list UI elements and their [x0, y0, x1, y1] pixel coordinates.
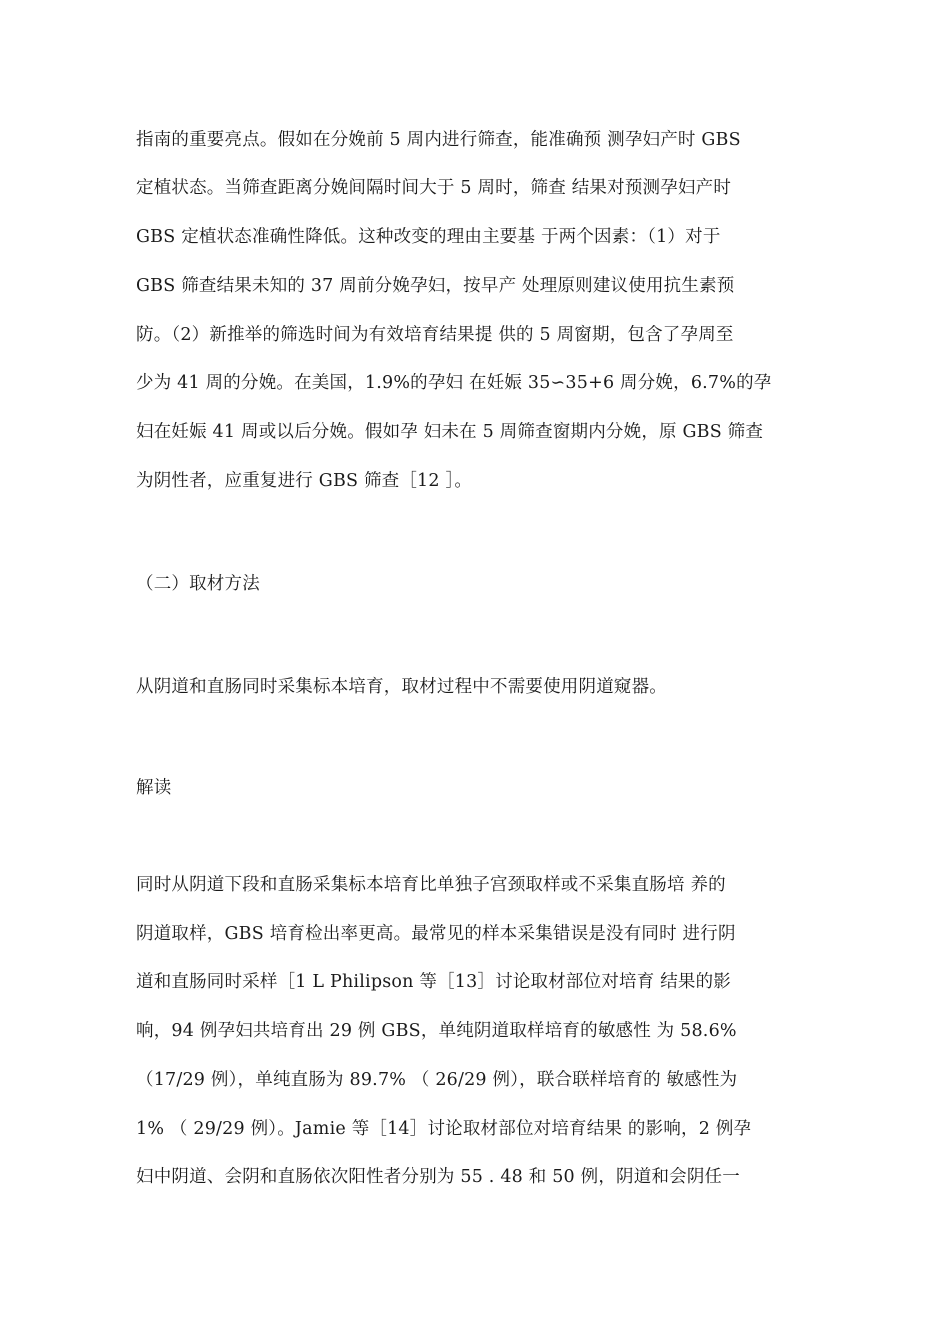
paragraph-1-line-7: 妇在妊娠 41 周或以后分娩。假如孕 妇未在 5 周筛查窗期内分娩，原 GBS 筛查 — [136, 422, 764, 442]
paragraph-1-line-4: GBS 筛查结果未知的 37 周前分娩孕妇，按早产 处理原则建议使用抗生素预 — [136, 276, 735, 296]
paragraph-3-line-6: 1% （ 29/29 例）。Jamie 等［14］讨论取材部位对培育结果 的影响，2 例孕 — [136, 1119, 752, 1139]
paragraph-3-line-3: 道和直肠同时采样［1 L Philipson 等［13］讨论取材部位对培育 结果的影 — [136, 972, 731, 992]
paragraph-2: 从阴道和直肠同时采集标本培育，取材过程中不需要使用阴道窥器。 — [136, 677, 667, 697]
paragraph-1-line-6: 少为 41 周的分娩。在美国，1.9%的孕妇 在妊娠 35∽35+6 周分娩，6.7%的孕 — [136, 373, 772, 393]
section-heading: （二）取材方法 — [136, 574, 260, 594]
paragraph-1-line-8: 为阴性者，应重复进行 GBS 筛查［12 ］。 — [136, 471, 473, 491]
paragraph-3-line-5: （17/29 例），单纯直肠为 89.7% （ 26/29 例），联合联样培育的 敏感性为 — [136, 1070, 738, 1090]
paragraph-3-line-2: 阴道取样，GBS 培育检出率更高。最常见的样本采集错误是没有同时 进行阴 — [136, 924, 736, 944]
paragraph-3-line-4: 响，94 例孕妇共培育出 29 例 GBS，单纯阴道取样培育的敏感性 为 58.6% — [136, 1021, 737, 1041]
paragraph-1-line-2: 定植状态。当筛查距离分娩间隔时间大于 5 周时，筛查 结果对预测孕妇产时 — [136, 178, 732, 198]
paragraph-1-line-3: GBS 定植状态准确性降低。这种改变的理由主要基 于两个因素：（1）对于 — [136, 227, 721, 247]
paragraph-3-line-7: 妇中阴道、会阴和直肠依次阳性者分别为 55 . 48 和 50 例，阴道和会阴任一 — [136, 1167, 740, 1187]
paragraph-1-line-1: 指南的重要亮点。假如在分娩前 5 周内进行筛查，能准确预 测孕妇产时 GBS — [136, 130, 741, 150]
paragraph-3-line-1: 同时从阴道下段和直肠采集标本培育比单独子宫颈取样或不采集直肠培 养的 — [136, 875, 726, 895]
paragraph-1-line-5: 防。（2）新推举的筛选时间为有效培育结果提 供的 5 周窗期，包含了孕周至 — [136, 325, 734, 345]
interpretation-heading: 解读 — [136, 778, 172, 798]
